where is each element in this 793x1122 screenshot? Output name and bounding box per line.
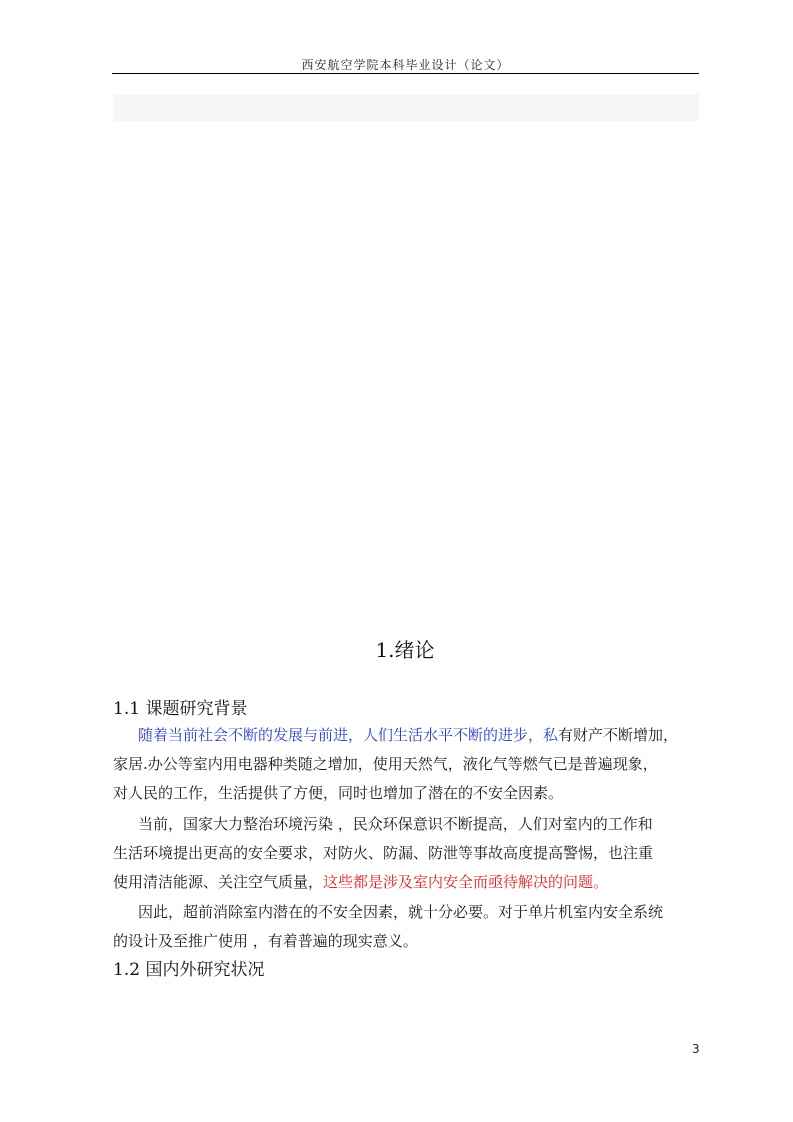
highlight-blue-text: 私 [543,726,559,744]
paragraph-background-3 [113,898,713,956]
paragraph-line: 当前，国家大力整治环境污染 ，民众环保意识不断提高，人们对室内的工作和 [138,815,653,833]
highlight-red-text: 这些都是涉及室内安全而亟待解决的问题。 [323,873,609,891]
paragraph-background-1 [113,721,713,808]
header-divider [112,73,699,74]
section-title-1-2: 1.2 国内外研究状况 [113,960,265,980]
paragraph-line: 家居.办公等室内用电器种类随之增加，使用天然气，液化气等燃气已是普遍现象， [113,755,658,773]
page-header-title: 西安航空学院本科毕业设计（论文） [301,58,510,72]
paragraph-background-2 [113,810,713,897]
paragraph-line [113,721,713,750]
paragraph-text: 有财产不断增加， [558,726,679,744]
paragraph-line: 的设计及至推广使用 ，有着普遍的现实意义。 [113,932,418,950]
paragraph-line: 对人民的工作，生活提供了方便，同时也增加了潜在的不安全因素。 [113,784,564,802]
chapter-title: 1.绪论 [375,638,435,662]
paragraph-line: 生活环境提出更高的安全要求，对防火、防漏、防泄等事故高度提高警惕，也注重 [113,844,654,862]
page-number: 3 [692,1042,700,1056]
highlight-blue-text: 人们生活水平不断的进步， [363,726,544,744]
highlight-blue-text: 随着当前社会不断的发展与前进， [138,726,364,744]
paragraph-text: 使用清洁能源、关注空气质量， [113,873,324,891]
section-title-1-1: 1.1 课题研究背景 [113,699,248,719]
shaded-band [113,94,699,121]
paragraph-line [113,868,713,897]
paragraph-line: 因此，超前消除室内潜在的不安全因素，就十分必要。对于单片机室内安全系统 [138,903,664,921]
